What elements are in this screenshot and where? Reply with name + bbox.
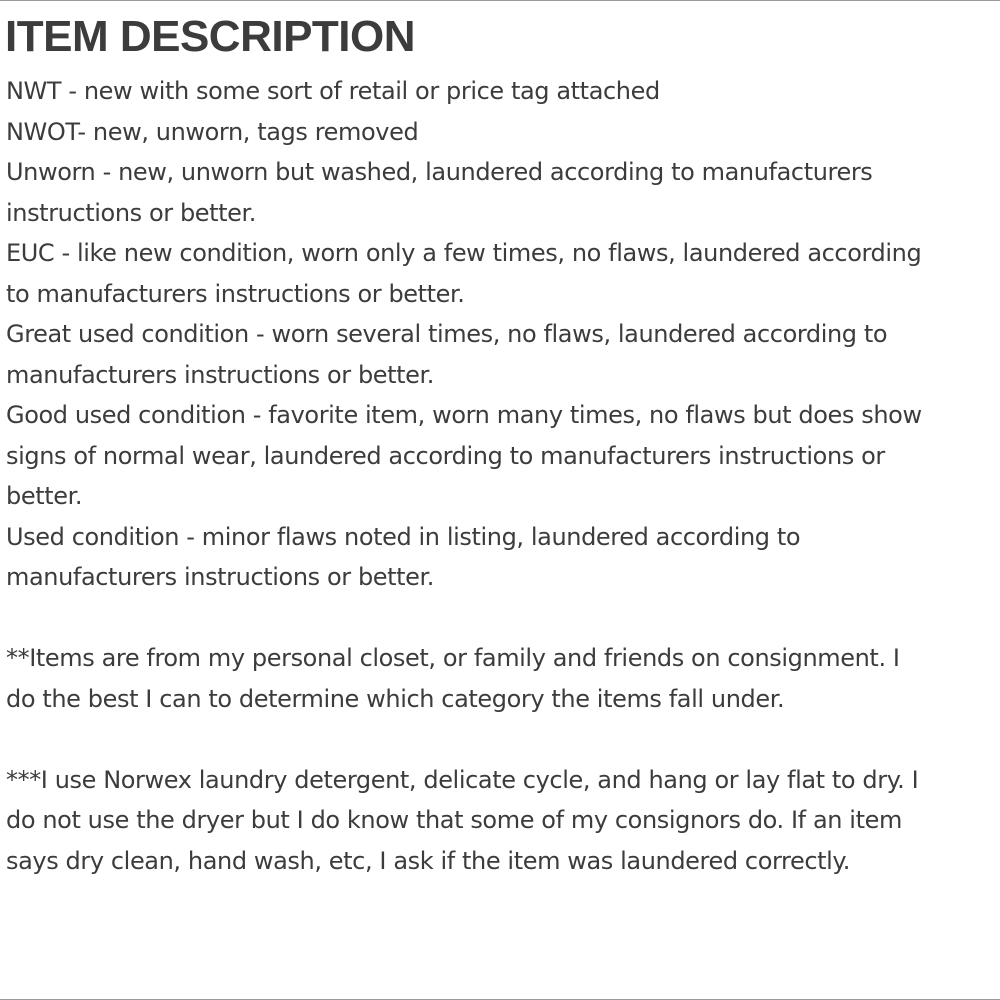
text-line: Great used condition - worn several times, no flaws, laundered according to xyxy=(6,320,888,348)
text-line: says dry clean, hand wash, etc, I ask if the item was laundered correctly. xyxy=(6,846,851,875)
text-line: NWOT- new, unworn, tags removed xyxy=(6,117,419,146)
text-line: signs of normal wear, laundered according to manufacturers instructions or xyxy=(6,441,885,470)
condition-nwt xyxy=(6,71,1000,112)
text-line: ***I use Norwex laundry detergent, delicate cycle, and hang or lay flat to dry. I xyxy=(6,765,919,794)
note-laundry xyxy=(6,760,1000,882)
text-line: NWT - new with some sort of retail or price tag attached xyxy=(6,77,660,105)
condition-good-used xyxy=(6,395,1000,517)
condition-nwot xyxy=(6,112,1000,153)
paragraph-spacer xyxy=(6,719,1000,760)
condition-unworn xyxy=(6,152,1000,233)
description-body xyxy=(6,71,1000,881)
condition-euc xyxy=(6,233,1000,314)
condition-used xyxy=(6,517,1000,598)
text-line: Used condition - minor flaws noted in listing, laundered according to xyxy=(6,522,801,551)
text-line: to manufacturers instructions or better. xyxy=(6,279,465,308)
text-line: do the best I can to determine which category the items fall under. xyxy=(6,684,785,713)
text-line: better. xyxy=(6,482,83,510)
text-line: manufacturers instructions or better. xyxy=(6,360,435,389)
text-line: Good used condition - favorite item, worn many times, no flaws but does show xyxy=(6,401,922,429)
condition-great-used xyxy=(6,314,1000,395)
paragraph-spacer xyxy=(6,598,1000,639)
text-line: do not use the dryer but I do know that some of my consignors do. If an item xyxy=(6,806,902,834)
text-line: Unworn - new, unworn but washed, laundered according to manufacturers xyxy=(6,158,873,186)
text-line: EUC - like new condition, worn only a few times, no flaws, laundered according xyxy=(6,239,922,267)
text-line: manufacturers instructions or better. xyxy=(6,563,435,591)
note-consignment xyxy=(6,638,1000,719)
condition-list xyxy=(6,71,1000,598)
page-title: ITEM DESCRIPTION xyxy=(5,12,416,61)
text-line: instructions or better. xyxy=(6,198,257,227)
text-line: **Items are from my personal closet, or family and friends on consignment. I xyxy=(6,644,900,672)
